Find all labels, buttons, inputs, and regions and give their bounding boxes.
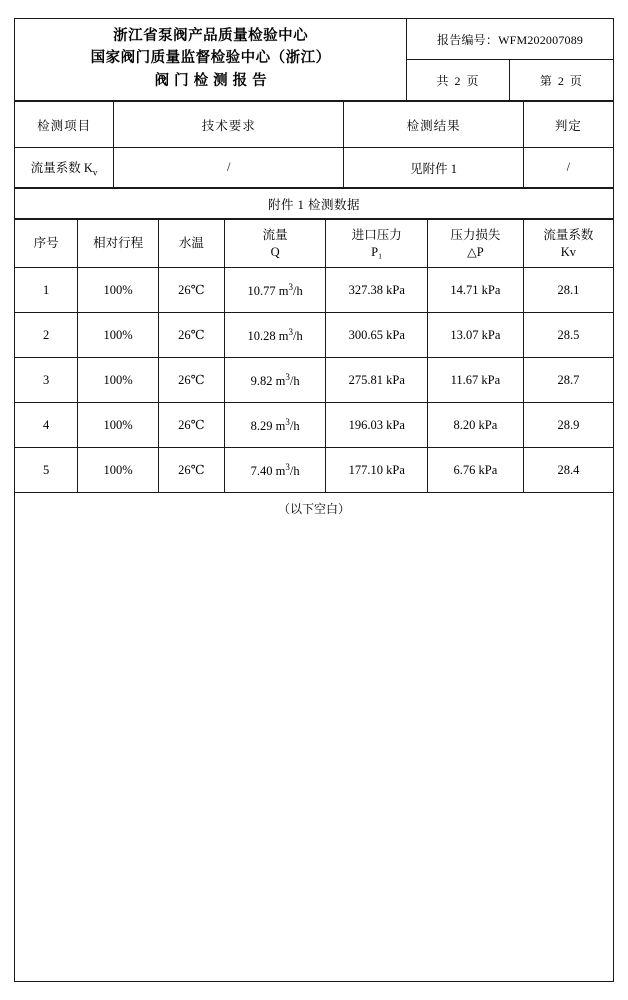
item-name-text: 流量系数 K xyxy=(30,161,93,176)
col-head-result: 检测结果 xyxy=(344,102,523,148)
section-table xyxy=(15,101,613,188)
attachment-title-row xyxy=(15,189,613,219)
cell-item-name xyxy=(15,148,114,188)
cell-temp: 26℃ xyxy=(159,448,225,493)
report-page xyxy=(14,18,614,982)
center-title-cell xyxy=(15,19,407,101)
col-head-kv xyxy=(523,220,613,268)
col-head-no xyxy=(15,220,78,268)
cell-travel: 100% xyxy=(78,358,159,403)
cell-kv: 28.5 xyxy=(523,313,613,358)
cell-temp: 26℃ xyxy=(159,313,225,358)
cell-no: 3 xyxy=(15,358,78,403)
col-head-loss xyxy=(428,220,524,268)
cell-inlet: 275.81 kPa xyxy=(326,358,428,403)
title-line-1: 浙江省泵阀产品质量检验中心 xyxy=(113,28,309,44)
cell-requirement: / xyxy=(114,148,344,188)
cell-inlet: 177.10 kPa xyxy=(326,448,428,493)
col-head-inlet xyxy=(326,220,428,268)
cell-loss: 8.20 kPa xyxy=(428,403,524,448)
cell-no: 2 xyxy=(15,313,78,358)
col-head-requirement: 技术要求 xyxy=(114,102,344,148)
col-head-verdict: 判定 xyxy=(523,102,613,148)
table-row xyxy=(15,448,613,493)
cell-no: 1 xyxy=(15,268,78,313)
cell-travel: 100% xyxy=(78,268,159,313)
col-head-flow xyxy=(224,220,326,268)
col-head-travel-l1: 相对行程 xyxy=(93,236,144,251)
item-name-subscript: v xyxy=(92,167,98,178)
col-head-loss-l2: △P xyxy=(467,244,484,259)
report-number-value: WFM202007089 xyxy=(498,32,584,47)
col-head-temp xyxy=(159,220,225,268)
col-head-loss-l1: 压力损失 xyxy=(450,228,501,243)
table-row xyxy=(15,403,613,448)
cell-kv: 28.7 xyxy=(523,358,613,403)
cell-travel: 100% xyxy=(78,448,159,493)
table-row xyxy=(15,358,613,403)
col-head-flow-l2: Q xyxy=(270,244,280,259)
col-head-flow-l1: 流量 xyxy=(262,228,288,243)
measurement-table xyxy=(15,219,613,523)
blank-note: （以下空白） xyxy=(15,493,613,523)
cell-no: 4 xyxy=(15,403,78,448)
header-row-1 xyxy=(15,19,613,60)
title-line-2: 国家阀门质量监督检验中心（浙江） xyxy=(90,50,331,67)
col-head-no-l1: 序号 xyxy=(33,236,59,251)
cell-kv: 28.1 xyxy=(523,268,613,313)
cell-inlet: 327.38 kPa xyxy=(326,268,428,313)
cell-loss: 6.76 kPa xyxy=(428,448,524,493)
pages-current-cell: 第 2 页 xyxy=(510,60,613,101)
cell-flow: 8.29 $m^3/h$ xyxy=(224,403,326,448)
col-head-temp-l1: 水温 xyxy=(178,236,204,251)
cell-inlet: 196.03 kPa xyxy=(326,403,428,448)
col-head-kv-l2: Kv xyxy=(560,244,577,259)
cell-travel: 100% xyxy=(78,313,159,358)
header-table xyxy=(15,19,613,101)
attachment-title: 附件 1 检测数据 xyxy=(15,189,613,219)
cell-inlet: 300.65 kPa xyxy=(326,313,428,358)
cell-verdict: / xyxy=(523,148,613,188)
cell-travel: 100% xyxy=(78,403,159,448)
measurement-header-row xyxy=(15,220,613,268)
cell-kv: 28.4 xyxy=(523,448,613,493)
blank-note-row xyxy=(15,493,613,523)
report-number-cell xyxy=(407,19,613,60)
col-head-inlet-l1: 进口压力 xyxy=(351,228,402,243)
cell-loss: 14.71 kPa xyxy=(428,268,524,313)
table-row xyxy=(15,268,613,313)
cell-flow: 9.82 $m^3/h$ xyxy=(224,358,326,403)
pages-total-cell: 共 2 页 xyxy=(407,60,510,101)
attachment-title-table xyxy=(15,188,613,219)
cell-result: 见附件 1 xyxy=(344,148,523,188)
cell-loss: 11.67 kPa xyxy=(428,358,524,403)
table-row xyxy=(15,313,613,358)
col-head-inlet-l2: P₁ xyxy=(371,244,383,259)
cell-no: 5 xyxy=(15,448,78,493)
cell-temp: 26℃ xyxy=(159,403,225,448)
cell-loss: 13.07 kPa xyxy=(428,313,524,358)
col-head-kv-l1: 流量系数 xyxy=(543,228,594,243)
cell-kv: 28.9 xyxy=(523,403,613,448)
cell-flow: 10.77 $m^3/h$ xyxy=(224,268,326,313)
col-head-item: 检测项目 xyxy=(15,102,114,148)
cell-temp: 26℃ xyxy=(159,358,225,403)
cell-flow: 7.40 $m^3/h$ xyxy=(224,448,326,493)
section-header-row xyxy=(15,102,613,148)
title-line-3: 阀门检测报告 xyxy=(154,72,272,89)
cell-temp: 26℃ xyxy=(159,268,225,313)
report-number-label: 报告编号： xyxy=(437,32,499,47)
cell-flow: 10.28 $m^3/h$ xyxy=(224,313,326,358)
section-data-row xyxy=(15,148,613,188)
col-head-travel xyxy=(78,220,159,268)
